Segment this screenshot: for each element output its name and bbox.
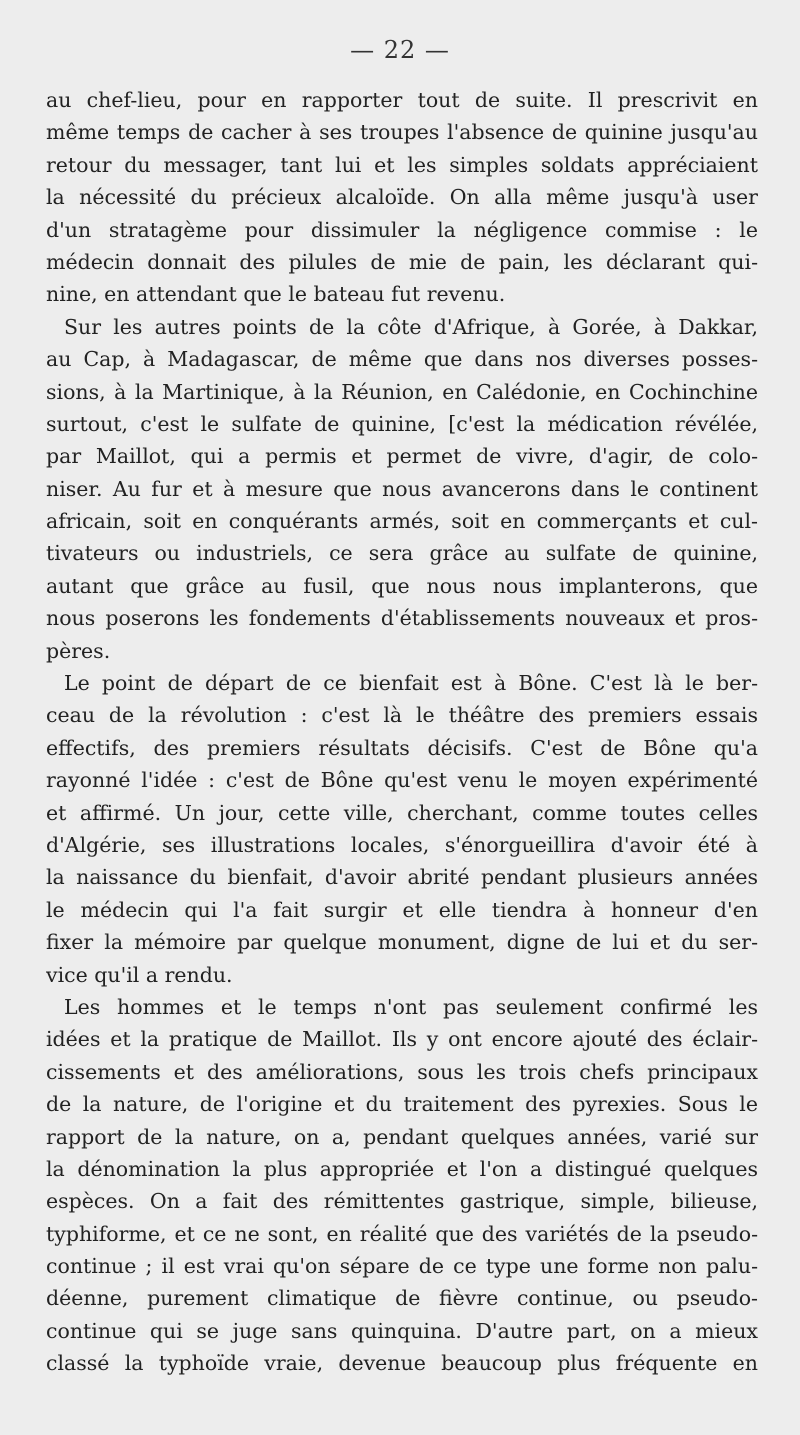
text-line: classé la typhoïde vraie, devenue beaucoup plus fréquente en [46,1351,758,1376]
text-line: typhiforme, et ce ne sont, en réalité que des variétés de la pseudo- [46,1221,758,1246]
text-line: au chef-lieu, pour en rapporter tout de suite. Il prescrivit en [46,88,758,112]
text-line: par Maillot, qui a permis et permet de vivre, d'agir, de colo- [46,444,758,469]
text-line: de la nature, de l'origine et du traitement des pyrexies. Sous le [46,1092,758,1117]
text-line: même temps de cacher à ses troupes l'absence de quinine jusqu'au [46,120,758,145]
text-line: d'Algérie, ses illustrations locales, s'énorgueillira d'avoir été à [46,832,758,857]
page-number: — 22 — [350,36,450,64]
text-line: au Cap, à Madagascar, de même que dans nos diverses posses- [46,347,758,372]
text-line: ceau de la révolution : c'est là le théâtre des premiers essais [46,703,758,728]
text-line: africain, soit en conquérants armés, soit en commerçants et cul- [46,509,758,534]
text-line: espèces. On a fait des rémittentes gastrique, simple, bilieuse, [46,1189,758,1214]
text-line: sions, à la Martinique, à la Réunion, en Calédonie, en Cochinchine [46,379,758,404]
paragraph-start-line: Les hommes et le temps n'ont pas seulement confirmé les [64,994,758,1019]
text-line: retour du messager, tant lui et les simples soldats appréciaient [46,152,758,177]
text-line: autant que grâce au fusil, que nous nous implanterons, que [46,573,758,598]
text-line: la nécessité du précieux alcaloïde. On alla même jusqu'à user [46,185,758,210]
text-line: rapport de la nature, on a, pendant quelques années, varié sur [46,1124,758,1149]
text-line: d'un stratagème pour dissimuler la négligence commise : le [46,217,758,242]
text-line: niser. Au fur et à mesure que nous avancerons dans le continent [46,476,758,501]
text-line: continue ; il est vrai qu'on sépare de ce type une forme non palu- [46,1254,758,1279]
text-line: nous poserons les fondements d'établissements nouveaux et pros- [46,606,758,631]
text-line: surtout, c'est le sulfate de quinine, [c'est la médication révélée, [46,411,758,436]
text-line: rayonné l'idée : c'est de Bône qu'est venu le moyen expérimenté [46,768,758,793]
text-line: fixer la mémoire par quelque monument, digne de lui et du ser- [46,930,758,955]
text-line: médecin donnait des pilules de mie de pain, les déclarant qui- [46,249,758,274]
text-line: pères. [46,638,111,663]
text-line: vice qu'il a rendu. [46,962,233,987]
text-line: tivateurs ou industriels, ce sera grâce au sulfate de quinine, [46,541,758,566]
paragraph-start-line: Sur les autres points de la côte d'Afrique, à Gorée, à Dakkar, [64,314,758,339]
text-line: continue qui se juge sans quinquina. D'autre part, on a mieux [46,1318,758,1343]
text-line: idées et la pratique de Maillot. Ils y ont encore ajouté des éclair- [46,1027,758,1052]
text-line: la naissance du bienfait, d'avoir abrité pendant plusieurs années [46,865,758,890]
text-line: le médecin qui l'a fait surgir et elle tiendra à honneur d'en [46,897,758,922]
body-text [46,84,758,1380]
text-line: et affirmé. Un jour, cette ville, cherchant, comme toutes celles [46,800,758,825]
text-line: la dénomination la plus appropriée et l'on a distingué quelques [46,1156,758,1181]
text-line: effectifs, des premiers résultats décisifs. C'est de Bône qu'a [46,735,758,760]
text-line: déenne, purement climatique de fièvre continue, ou pseudo- [46,1286,758,1311]
text-line: nine, en attendant que le bateau fut revenu. [46,282,506,307]
text-line: cissements et des améliorations, sous les trois chefs principaux [46,1059,758,1084]
paragraph-start-line: Le point de départ de ce bienfait est à Bône. C'est là le ber- [64,671,758,696]
